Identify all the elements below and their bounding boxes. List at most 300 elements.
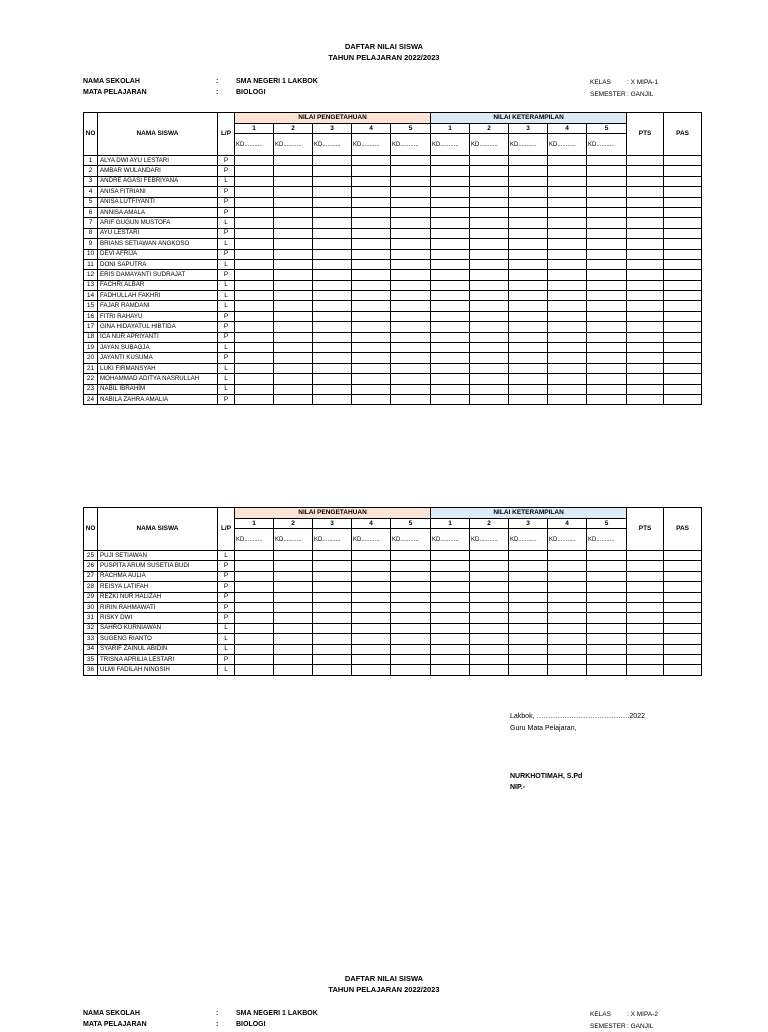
grade-cell[interactable]	[235, 665, 274, 675]
grade-cell[interactable]	[391, 322, 431, 332]
grade-cell[interactable]	[313, 582, 352, 592]
grade-cell[interactable]	[587, 654, 627, 664]
kd-field[interactable]: KD...........	[274, 529, 313, 551]
grade-cell[interactable]	[587, 187, 627, 197]
grade-cell[interactable]	[664, 623, 702, 633]
grade-cell[interactable]	[313, 207, 352, 217]
grade-cell[interactable]	[587, 374, 627, 384]
grade-cell[interactable]	[274, 551, 313, 561]
grade-cell[interactable]	[313, 228, 352, 238]
grade-cell[interactable]	[470, 561, 509, 571]
grade-cell[interactable]	[548, 249, 587, 259]
grade-cell[interactable]	[587, 551, 627, 561]
grade-cell[interactable]	[235, 634, 274, 644]
grade-cell[interactable]	[509, 197, 548, 207]
grade-cell[interactable]	[313, 363, 352, 373]
kd-field[interactable]: KD...........	[587, 529, 627, 551]
grade-cell[interactable]	[391, 207, 431, 217]
kd-field[interactable]: KD...........	[352, 529, 391, 551]
grade-cell[interactable]	[470, 280, 509, 290]
grade-cell[interactable]	[431, 602, 470, 612]
grade-cell[interactable]	[431, 363, 470, 373]
grade-cell[interactable]	[391, 654, 431, 664]
grade-cell[interactable]	[548, 613, 587, 623]
grade-cell[interactable]	[509, 602, 548, 612]
grade-cell[interactable]	[235, 363, 274, 373]
grade-cell[interactable]	[391, 280, 431, 290]
grade-cell[interactable]	[548, 332, 587, 342]
grade-cell[interactable]	[352, 374, 391, 384]
grade-cell[interactable]	[235, 332, 274, 342]
grade-cell[interactable]	[235, 644, 274, 654]
grade-cell[interactable]	[548, 166, 587, 176]
grade-cell[interactable]	[274, 270, 313, 280]
grade-cell[interactable]	[587, 394, 627, 404]
grade-cell[interactable]	[235, 187, 274, 197]
grade-cell[interactable]	[391, 613, 431, 623]
grade-cell[interactable]	[587, 571, 627, 581]
grade-cell[interactable]	[391, 602, 431, 612]
grade-cell[interactable]	[313, 374, 352, 384]
grade-cell[interactable]	[313, 311, 352, 321]
grade-cell[interactable]	[470, 613, 509, 623]
grade-cell[interactable]	[352, 249, 391, 259]
grade-cell[interactable]	[509, 644, 548, 654]
grade-cell[interactable]	[274, 602, 313, 612]
grade-cell[interactable]	[274, 280, 313, 290]
grade-cell[interactable]	[391, 623, 431, 633]
grade-cell[interactable]	[548, 270, 587, 280]
grade-cell[interactable]	[313, 602, 352, 612]
grade-cell[interactable]	[627, 363, 664, 373]
kd-field[interactable]: KD...........	[274, 134, 313, 156]
grade-cell[interactable]	[664, 634, 702, 644]
grade-cell[interactable]	[470, 291, 509, 301]
grade-cell[interactable]	[587, 602, 627, 612]
grade-cell[interactable]	[235, 571, 274, 581]
kd-field[interactable]: KD...........	[509, 134, 548, 156]
grade-cell[interactable]	[391, 239, 431, 249]
grade-cell[interactable]	[431, 374, 470, 384]
grade-cell[interactable]	[664, 218, 702, 228]
grade-cell[interactable]	[313, 156, 352, 166]
grade-cell[interactable]	[587, 291, 627, 301]
grade-cell[interactable]	[431, 197, 470, 207]
grade-cell[interactable]	[627, 259, 664, 269]
grade-cell[interactable]	[627, 280, 664, 290]
grade-cell[interactable]	[313, 394, 352, 404]
grade-cell[interactable]	[313, 571, 352, 581]
grade-cell[interactable]	[274, 644, 313, 654]
grade-cell[interactable]	[391, 228, 431, 238]
grade-cell[interactable]	[313, 239, 352, 249]
grade-cell[interactable]	[664, 592, 702, 602]
grade-cell[interactable]	[274, 665, 313, 675]
grade-cell[interactable]	[664, 571, 702, 581]
grade-cell[interactable]	[313, 613, 352, 623]
grade-cell[interactable]	[509, 218, 548, 228]
grade-cell[interactable]	[274, 343, 313, 353]
grade-cell[interactable]	[548, 291, 587, 301]
grade-cell[interactable]	[509, 384, 548, 394]
grade-cell[interactable]	[470, 322, 509, 332]
grade-cell[interactable]	[664, 239, 702, 249]
grade-cell[interactable]	[509, 394, 548, 404]
grade-cell[interactable]	[235, 384, 274, 394]
grade-cell[interactable]	[587, 259, 627, 269]
grade-cell[interactable]	[274, 239, 313, 249]
grade-cell[interactable]	[235, 374, 274, 384]
grade-cell[interactable]	[548, 634, 587, 644]
kd-field[interactable]: KD...........	[235, 134, 274, 156]
grade-cell[interactable]	[548, 228, 587, 238]
grade-cell[interactable]	[627, 166, 664, 176]
grade-cell[interactable]	[352, 644, 391, 654]
grade-cell[interactable]	[391, 374, 431, 384]
grade-cell[interactable]	[664, 291, 702, 301]
grade-cell[interactable]	[587, 634, 627, 644]
grade-cell[interactable]	[274, 363, 313, 373]
grade-cell[interactable]	[391, 311, 431, 321]
grade-cell[interactable]	[352, 311, 391, 321]
grade-cell[interactable]	[352, 322, 391, 332]
grade-cell[interactable]	[274, 291, 313, 301]
grade-cell[interactable]	[352, 623, 391, 633]
grade-cell[interactable]	[391, 582, 431, 592]
grade-cell[interactable]	[391, 166, 431, 176]
grade-cell[interactable]	[431, 623, 470, 633]
grade-cell[interactable]	[509, 280, 548, 290]
grade-cell[interactable]	[352, 176, 391, 186]
grade-cell[interactable]	[470, 571, 509, 581]
grade-cell[interactable]	[509, 228, 548, 238]
grade-cell[interactable]	[664, 343, 702, 353]
grade-cell[interactable]	[470, 187, 509, 197]
grade-cell[interactable]	[587, 301, 627, 311]
grade-cell[interactable]	[509, 654, 548, 664]
grade-cell[interactable]	[274, 384, 313, 394]
grade-cell[interactable]	[391, 571, 431, 581]
grade-cell[interactable]	[664, 270, 702, 280]
grade-cell[interactable]	[431, 332, 470, 342]
grade-cell[interactable]	[431, 207, 470, 217]
grade-cell[interactable]	[352, 197, 391, 207]
grade-cell[interactable]	[587, 166, 627, 176]
grade-cell[interactable]	[313, 592, 352, 602]
grade-cell[interactable]	[313, 291, 352, 301]
grade-cell[interactable]	[627, 291, 664, 301]
grade-cell[interactable]	[431, 644, 470, 654]
grade-cell[interactable]	[431, 280, 470, 290]
grade-cell[interactable]	[391, 259, 431, 269]
grade-cell[interactable]	[627, 654, 664, 664]
grade-cell[interactable]	[664, 665, 702, 675]
grade-cell[interactable]	[313, 280, 352, 290]
grade-cell[interactable]	[391, 218, 431, 228]
grade-cell[interactable]	[470, 197, 509, 207]
grade-cell[interactable]	[274, 332, 313, 342]
grade-cell[interactable]	[509, 353, 548, 363]
grade-cell[interactable]	[548, 343, 587, 353]
grade-cell[interactable]	[352, 166, 391, 176]
grade-cell[interactable]	[470, 218, 509, 228]
grade-cell[interactable]	[470, 249, 509, 259]
grade-cell[interactable]	[509, 311, 548, 321]
grade-cell[interactable]	[274, 176, 313, 186]
grade-cell[interactable]	[627, 156, 664, 166]
grade-cell[interactable]	[235, 623, 274, 633]
grade-cell[interactable]	[664, 259, 702, 269]
grade-cell[interactable]	[548, 394, 587, 404]
grade-cell[interactable]	[431, 322, 470, 332]
grade-cell[interactable]	[274, 259, 313, 269]
kd-field[interactable]: KD...........	[470, 134, 509, 156]
grade-cell[interactable]	[431, 176, 470, 186]
grade-cell[interactable]	[391, 665, 431, 675]
grade-cell[interactable]	[627, 613, 664, 623]
kd-field[interactable]: KD...........	[587, 134, 627, 156]
grade-cell[interactable]	[587, 343, 627, 353]
grade-cell[interactable]	[664, 176, 702, 186]
grade-cell[interactable]	[431, 270, 470, 280]
grade-cell[interactable]	[548, 207, 587, 217]
grade-cell[interactable]	[548, 374, 587, 384]
grade-cell[interactable]	[627, 374, 664, 384]
grade-cell[interactable]	[470, 634, 509, 644]
grade-cell[interactable]	[509, 291, 548, 301]
grade-cell[interactable]	[587, 270, 627, 280]
grade-cell[interactable]	[627, 394, 664, 404]
grade-cell[interactable]	[313, 353, 352, 363]
grade-cell[interactable]	[664, 582, 702, 592]
grade-cell[interactable]	[587, 228, 627, 238]
grade-cell[interactable]	[352, 394, 391, 404]
grade-cell[interactable]	[391, 363, 431, 373]
grade-cell[interactable]	[509, 322, 548, 332]
grade-cell[interactable]	[509, 343, 548, 353]
grade-cell[interactable]	[235, 156, 274, 166]
grade-cell[interactable]	[431, 259, 470, 269]
grade-cell[interactable]	[470, 394, 509, 404]
grade-cell[interactable]	[509, 187, 548, 197]
grade-cell[interactable]	[352, 332, 391, 342]
grade-cell[interactable]	[235, 176, 274, 186]
grade-cell[interactable]	[664, 166, 702, 176]
grade-cell[interactable]	[548, 665, 587, 675]
grade-cell[interactable]	[391, 394, 431, 404]
grade-cell[interactable]	[274, 166, 313, 176]
grade-cell[interactable]	[274, 156, 313, 166]
grade-cell[interactable]	[664, 613, 702, 623]
grade-cell[interactable]	[235, 239, 274, 249]
grade-cell[interactable]	[352, 239, 391, 249]
grade-cell[interactable]	[587, 582, 627, 592]
grade-cell[interactable]	[664, 322, 702, 332]
grade-cell[interactable]	[235, 322, 274, 332]
grade-cell[interactable]	[274, 301, 313, 311]
grade-cell[interactable]	[587, 644, 627, 654]
grade-cell[interactable]	[627, 634, 664, 644]
grade-cell[interactable]	[352, 280, 391, 290]
grade-cell[interactable]	[548, 197, 587, 207]
kd-field[interactable]: KD...........	[548, 529, 587, 551]
grade-cell[interactable]	[352, 551, 391, 561]
grade-cell[interactable]	[313, 176, 352, 186]
grade-cell[interactable]	[470, 363, 509, 373]
grade-cell[interactable]	[391, 187, 431, 197]
grade-cell[interactable]	[235, 343, 274, 353]
grade-cell[interactable]	[548, 571, 587, 581]
grade-cell[interactable]	[548, 156, 587, 166]
grade-cell[interactable]	[509, 207, 548, 217]
grade-cell[interactable]	[627, 197, 664, 207]
grade-cell[interactable]	[352, 301, 391, 311]
grade-cell[interactable]	[548, 654, 587, 664]
grade-cell[interactable]	[352, 384, 391, 394]
grade-cell[interactable]	[235, 551, 274, 561]
grade-cell[interactable]	[470, 207, 509, 217]
grade-cell[interactable]	[664, 228, 702, 238]
grade-cell[interactable]	[627, 239, 664, 249]
grade-cell[interactable]	[235, 207, 274, 217]
grade-cell[interactable]	[352, 602, 391, 612]
grade-cell[interactable]	[470, 623, 509, 633]
grade-cell[interactable]	[627, 218, 664, 228]
grade-cell[interactable]	[548, 644, 587, 654]
grade-cell[interactable]	[431, 571, 470, 581]
grade-cell[interactable]	[509, 623, 548, 633]
grade-cell[interactable]	[470, 384, 509, 394]
grade-cell[interactable]	[470, 166, 509, 176]
grade-cell[interactable]	[664, 654, 702, 664]
grade-cell[interactable]	[627, 332, 664, 342]
grade-cell[interactable]	[352, 654, 391, 664]
grade-cell[interactable]	[274, 249, 313, 259]
grade-cell[interactable]	[391, 156, 431, 166]
grade-cell[interactable]	[587, 665, 627, 675]
grade-cell[interactable]	[470, 176, 509, 186]
grade-cell[interactable]	[352, 207, 391, 217]
grade-cell[interactable]	[391, 249, 431, 259]
grade-cell[interactable]	[509, 592, 548, 602]
grade-cell[interactable]	[509, 665, 548, 675]
grade-cell[interactable]	[313, 166, 352, 176]
grade-cell[interactable]	[235, 228, 274, 238]
grade-cell[interactable]	[470, 270, 509, 280]
kd-field[interactable]: KD...........	[431, 134, 470, 156]
grade-cell[interactable]	[470, 353, 509, 363]
grade-cell[interactable]	[274, 197, 313, 207]
grade-cell[interactable]	[587, 280, 627, 290]
grade-cell[interactable]	[548, 176, 587, 186]
grade-cell[interactable]	[470, 374, 509, 384]
grade-cell[interactable]	[470, 602, 509, 612]
grade-cell[interactable]	[587, 311, 627, 321]
kd-field[interactable]: KD...........	[235, 529, 274, 551]
grade-cell[interactable]	[431, 634, 470, 644]
kd-field[interactable]: KD...........	[391, 134, 431, 156]
grade-cell[interactable]	[587, 218, 627, 228]
grade-cell[interactable]	[235, 291, 274, 301]
grade-cell[interactable]	[587, 384, 627, 394]
grade-cell[interactable]	[548, 322, 587, 332]
grade-cell[interactable]	[431, 301, 470, 311]
grade-cell[interactable]	[352, 634, 391, 644]
grade-cell[interactable]	[587, 239, 627, 249]
grade-cell[interactable]	[548, 363, 587, 373]
kd-field[interactable]: KD...........	[391, 529, 431, 551]
grade-cell[interactable]	[548, 592, 587, 602]
grade-cell[interactable]	[313, 301, 352, 311]
grade-cell[interactable]	[235, 561, 274, 571]
grade-cell[interactable]	[235, 249, 274, 259]
grade-cell[interactable]	[431, 384, 470, 394]
grade-cell[interactable]	[391, 353, 431, 363]
grade-cell[interactable]	[235, 592, 274, 602]
grade-cell[interactable]	[352, 259, 391, 269]
grade-cell[interactable]	[664, 332, 702, 342]
grade-cell[interactable]	[235, 602, 274, 612]
grade-cell[interactable]	[664, 374, 702, 384]
grade-cell[interactable]	[274, 582, 313, 592]
grade-cell[interactable]	[664, 207, 702, 217]
grade-cell[interactable]	[274, 187, 313, 197]
grade-cell[interactable]	[509, 571, 548, 581]
grade-cell[interactable]	[313, 623, 352, 633]
grade-cell[interactable]	[548, 623, 587, 633]
grade-cell[interactable]	[391, 301, 431, 311]
grade-cell[interactable]	[274, 613, 313, 623]
grade-cell[interactable]	[431, 582, 470, 592]
grade-cell[interactable]	[352, 187, 391, 197]
grade-cell[interactable]	[470, 311, 509, 321]
grade-cell[interactable]	[352, 353, 391, 363]
grade-cell[interactable]	[431, 228, 470, 238]
grade-cell[interactable]	[548, 280, 587, 290]
grade-cell[interactable]	[274, 654, 313, 664]
grade-cell[interactable]	[548, 561, 587, 571]
grade-cell[interactable]	[627, 311, 664, 321]
grade-cell[interactable]	[313, 665, 352, 675]
grade-cell[interactable]	[548, 311, 587, 321]
grade-cell[interactable]	[587, 332, 627, 342]
grade-cell[interactable]	[664, 301, 702, 311]
grade-cell[interactable]	[274, 311, 313, 321]
grade-cell[interactable]	[235, 280, 274, 290]
grade-cell[interactable]	[548, 259, 587, 269]
grade-cell[interactable]	[627, 665, 664, 675]
grade-cell[interactable]	[664, 280, 702, 290]
grade-cell[interactable]	[664, 561, 702, 571]
grade-cell[interactable]	[391, 270, 431, 280]
grade-cell[interactable]	[352, 561, 391, 571]
grade-cell[interactable]	[470, 239, 509, 249]
grade-cell[interactable]	[627, 207, 664, 217]
grade-cell[interactable]	[627, 187, 664, 197]
grade-cell[interactable]	[431, 187, 470, 197]
grade-cell[interactable]	[391, 592, 431, 602]
grade-cell[interactable]	[431, 156, 470, 166]
grade-cell[interactable]	[509, 634, 548, 644]
grade-cell[interactable]	[587, 197, 627, 207]
grade-cell[interactable]	[627, 644, 664, 654]
grade-cell[interactable]	[587, 156, 627, 166]
grade-cell[interactable]	[509, 259, 548, 269]
grade-cell[interactable]	[313, 218, 352, 228]
kd-field[interactable]: KD...........	[509, 529, 548, 551]
grade-cell[interactable]	[548, 384, 587, 394]
kd-field[interactable]: KD...........	[313, 134, 352, 156]
